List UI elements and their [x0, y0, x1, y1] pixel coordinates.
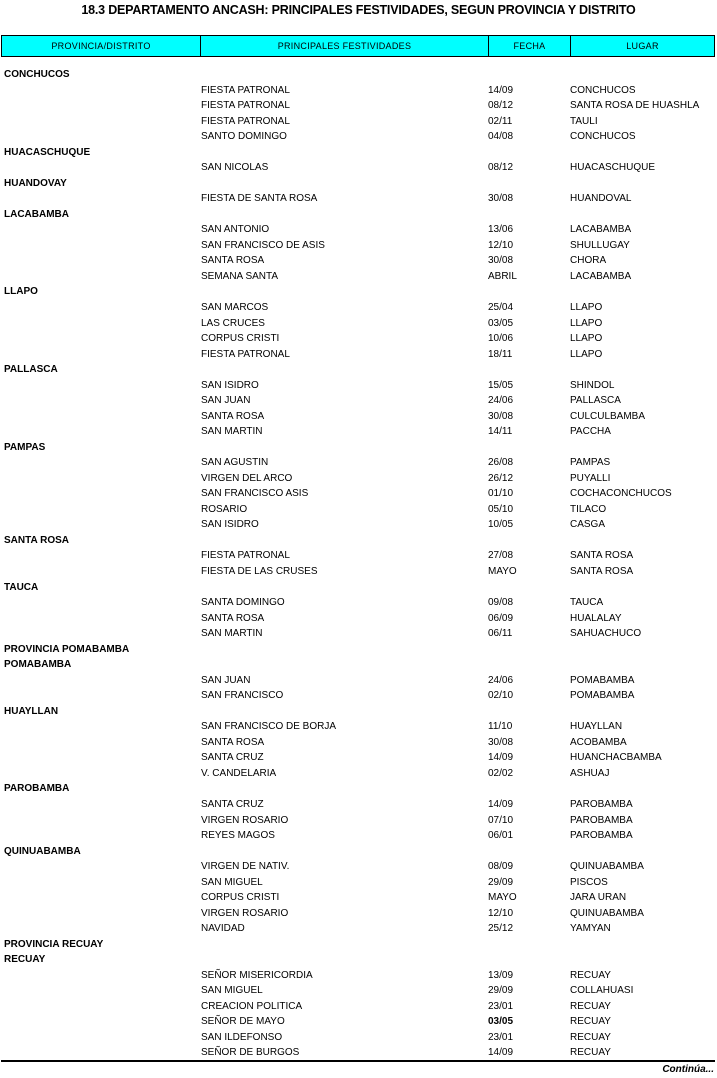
- table-row: [0, 876, 717, 892]
- lugar-cell: COLLAHUASI: [570, 985, 634, 997]
- festividad-cell: FIESTA PATRONAL: [201, 348, 290, 360]
- lugar-cell: PAROBAMBA: [570, 814, 633, 826]
- fecha-cell: 14/11: [488, 426, 513, 438]
- table-row: [0, 736, 717, 752]
- festividad-cell: SAN FRANCISCO DE ASIS: [201, 239, 325, 251]
- fecha-cell: 25/04: [488, 301, 514, 313]
- fecha-cell: 11/10: [488, 721, 513, 733]
- festividad-cell: SAN JUAN: [201, 395, 251, 407]
- group-row: [0, 581, 717, 597]
- group-row: [0, 177, 717, 193]
- lugar-cell: TILACO: [570, 503, 607, 515]
- table-row: [0, 829, 717, 845]
- fecha-cell: 25/12: [488, 923, 514, 935]
- festividad-cell: VIRGEN DEL ARCO: [201, 472, 293, 484]
- table-row: [0, 596, 717, 612]
- lugar-cell: CONCHUCOS: [570, 84, 636, 96]
- fecha-cell: 03/05: [488, 317, 514, 329]
- fecha-cell: 30/08: [488, 736, 514, 748]
- festividad-cell: FIESTA PATRONAL: [201, 550, 290, 562]
- fecha-cell: 13/06: [488, 224, 514, 236]
- lugar-cell: HUANCHACBAMBA: [570, 752, 662, 764]
- lugar-cell: TAUCA: [570, 597, 604, 609]
- table-row: [0, 472, 717, 488]
- festividad-cell: SEÑOR MISERICORDIA: [201, 969, 313, 981]
- lugar-cell: PUYALLI: [570, 472, 611, 484]
- festividad-cell: VIRGEN DE NATIV.: [201, 861, 290, 873]
- festividad-cell: ROSARIO: [201, 503, 248, 515]
- festividad-cell: SANTA ROSA: [201, 612, 265, 624]
- group-row: [0, 938, 717, 954]
- provincia-distrito: PROVINCIA POMABAMBA: [4, 643, 130, 655]
- lugar-cell: CONCHUCOS: [570, 131, 636, 143]
- provincia-distrito: HUACASCHUQUE: [4, 146, 91, 158]
- lugar-cell: SANTA ROSA: [570, 550, 634, 562]
- fecha-cell: 08/12: [488, 100, 514, 112]
- table-body: [0, 68, 717, 1062]
- table-row: [0, 317, 717, 333]
- festividad-cell: FIESTA DE SANTA ROSA: [201, 193, 318, 205]
- lugar-cell: RECUAY: [570, 969, 611, 981]
- festividad-cell: SEÑOR DE BURGOS: [201, 1047, 300, 1059]
- table-row: [0, 814, 717, 830]
- table-row: [0, 969, 717, 985]
- lugar-cell: SAHUACHUCO: [570, 628, 642, 640]
- fecha-cell: MAYO: [488, 892, 517, 904]
- festividad-cell: FIESTA PATRONAL: [201, 84, 290, 96]
- festividad-cell: SANTA CRUZ: [201, 752, 264, 764]
- table-row: [0, 984, 717, 1000]
- table-row: [0, 348, 717, 364]
- lugar-cell: PAROBAMBA: [570, 798, 633, 810]
- lugar-cell: LACABAMBA: [570, 270, 632, 282]
- fecha-cell: 06/09: [488, 612, 514, 624]
- table-row: [0, 99, 717, 115]
- lugar-cell: LACABAMBA: [570, 224, 632, 236]
- festividad-cell: FIESTA PATRONAL: [201, 115, 290, 127]
- group-row: [0, 845, 717, 861]
- table-row: [0, 161, 717, 177]
- festividad-cell: SAN FRANCISCO DE BORJA: [201, 721, 337, 733]
- provincia-distrito: SANTA ROSA: [4, 534, 69, 546]
- lugar-cell: QUINUABAMBA: [570, 861, 644, 873]
- table-row: [0, 612, 717, 628]
- header-provincia-distrito: PROVINCIA/DISTRITO: [51, 41, 151, 51]
- header-fecha: FECHA: [488, 36, 570, 56]
- fecha-cell: 01/10: [488, 488, 514, 500]
- festividad-cell: V. CANDELARIA: [201, 767, 277, 779]
- fecha-cell: 14/09: [488, 798, 514, 810]
- group-row: [0, 534, 717, 550]
- table-row: [0, 301, 717, 317]
- fecha-cell: 10/05: [488, 519, 514, 531]
- fecha-cell: 26/08: [488, 457, 514, 469]
- provincia-distrito: PAROBAMBA: [4, 783, 70, 795]
- festividad-cell: REYES MAGOS: [201, 830, 275, 842]
- fecha-cell: 12/10: [488, 907, 514, 919]
- festividad-cell: VIRGEN ROSARIO: [201, 814, 289, 826]
- provincia-distrito: LLAPO: [4, 286, 38, 298]
- fecha-cell: 02/02: [488, 767, 514, 779]
- fecha-cell: 06/01: [488, 830, 514, 842]
- group-row: [0, 68, 717, 84]
- fecha-cell: 04/08: [488, 131, 514, 143]
- lugar-cell: CHORA: [570, 255, 607, 267]
- festividad-cell: SAN MIGUEL: [201, 876, 263, 888]
- festividad-cell: FIESTA DE LAS CRUSES: [201, 566, 318, 577]
- festividad-cell: SAN MIGUEL: [201, 985, 263, 997]
- festividad-cell: SANTA DOMINGO: [201, 597, 285, 609]
- table-row: [0, 223, 717, 239]
- fecha-cell: 14/09: [488, 752, 514, 764]
- fecha-cell: 15/05: [488, 379, 514, 391]
- lugar-cell: LLAPO: [570, 317, 603, 329]
- table-row: [0, 549, 717, 565]
- festividad-cell: SAN ISIDRO: [201, 519, 259, 531]
- festividad-cell: SAN FRANCISCO ASIS: [201, 488, 309, 500]
- festividad-cell: SAN MARCOS: [201, 301, 269, 313]
- header-lugar: LUGAR: [570, 36, 714, 56]
- festividad-cell: CORPUS CRISTI: [201, 892, 280, 904]
- header-principales-festividades: PRINCIPALES FESTIVIDADES: [200, 36, 488, 56]
- table-row: [0, 767, 717, 783]
- fecha-cell: 24/06: [488, 674, 514, 686]
- lugar-cell: JARA URAN: [570, 892, 627, 904]
- fecha-cell: 30/08: [488, 255, 514, 267]
- festividad-cell: FIESTA PATRONAL: [201, 100, 290, 112]
- festividad-cell: CREACION POLITICA: [201, 1000, 303, 1012]
- fecha-cell: 30/08: [488, 193, 514, 205]
- lugar-cell: LLAPO: [570, 301, 603, 313]
- fecha-cell: MAYO: [488, 566, 517, 577]
- festividad-cell: SEÑOR DE MAYO: [201, 1016, 285, 1028]
- group-row: [0, 705, 717, 721]
- table-row: [0, 891, 717, 907]
- lugar-cell: SHULLUGAY: [570, 239, 630, 251]
- lugar-cell: COCHACONCHUCOS: [570, 488, 672, 500]
- fecha-cell: 29/09: [488, 876, 514, 888]
- table-row: [0, 720, 717, 736]
- festividad-cell: SAN FRANCISCO: [201, 690, 284, 702]
- fecha-cell: 10/06: [488, 333, 514, 345]
- festividad-cell: SEMANA SANTA: [201, 270, 279, 282]
- fecha-cell: 23/01: [488, 1000, 514, 1012]
- lugar-cell: CASGA: [570, 519, 606, 531]
- lugar-cell: SHINDOL: [570, 379, 615, 391]
- lugar-cell: PAMPAS: [570, 457, 611, 469]
- lugar-cell: LLAPO: [570, 333, 603, 345]
- table-row: [0, 860, 717, 876]
- fecha-cell: 29/09: [488, 985, 514, 997]
- table-row: [0, 922, 717, 938]
- table-row: [0, 907, 717, 923]
- festividad-cell: SAN ILDEFONSO: [201, 1031, 283, 1043]
- festividad-cell: SANTO DOMINGO: [201, 131, 287, 143]
- provincia-distrito: PALLASCA: [4, 364, 58, 376]
- group-row: [0, 643, 717, 659]
- fecha-cell: 18/11: [488, 348, 513, 360]
- lugar-cell: TAULI: [570, 115, 598, 127]
- table-row: [0, 456, 717, 472]
- table-row: [0, 751, 717, 767]
- fecha-cell: 08/12: [488, 162, 514, 174]
- lugar-cell: HUACASCHUQUE: [570, 162, 656, 174]
- festividad-cell: SAN NICOLAS: [201, 162, 269, 174]
- lugar-cell: PAROBAMBA: [570, 830, 633, 842]
- festividad-cell: LAS CRUCES: [201, 317, 265, 329]
- table-row: [0, 674, 717, 690]
- table-header: [1, 35, 715, 57]
- lugar-cell: HUANDOVAL: [570, 193, 632, 205]
- lugar-cell: RECUAY: [570, 1016, 611, 1028]
- bottom-rule: [1, 1060, 715, 1062]
- table-row: [0, 270, 717, 286]
- fecha-cell: 14/09: [488, 84, 514, 96]
- festividad-cell: SAN JUAN: [201, 674, 251, 686]
- table-row: [0, 239, 717, 255]
- lugar-cell: PALLASCA: [570, 395, 621, 407]
- table-row: [0, 487, 717, 503]
- lugar-cell: POMABAMBA: [570, 674, 635, 686]
- lugar-cell: HUAYLLAN: [570, 721, 623, 733]
- lugar-cell: RECUAY: [570, 1047, 611, 1059]
- table-row: [0, 115, 717, 131]
- festividad-cell: SAN MARTIN: [201, 426, 263, 438]
- table-row: [0, 425, 717, 441]
- festividad-cell: SANTA ROSA: [201, 255, 265, 267]
- fecha-cell: 02/11: [488, 115, 513, 127]
- festividad-cell: SANTA ROSA: [201, 736, 265, 748]
- fecha-cell: 12/10: [488, 239, 514, 251]
- group-row: [0, 285, 717, 301]
- fecha-cell: 06/11: [488, 628, 513, 640]
- provincia-distrito: HUAYLLAN: [4, 705, 59, 717]
- festividad-cell: SANTA CRUZ: [201, 798, 264, 810]
- provincia-distrito: RECUAY: [4, 954, 46, 966]
- fecha-cell: ABRIL: [488, 270, 517, 282]
- lugar-cell: SANTA ROSA DE HUASHLA: [570, 100, 700, 112]
- festividad-cell: NAVIDAD: [201, 923, 245, 935]
- fecha-cell: 26/12: [488, 472, 514, 484]
- lugar-cell: POMABAMBA: [570, 690, 635, 702]
- table-row: [0, 1000, 717, 1016]
- fecha-cell: 05/10: [488, 503, 514, 515]
- lugar-cell: ASHUAJ: [570, 767, 610, 779]
- festividad-cell: SAN MARTIN: [201, 628, 263, 640]
- fecha-cell: 27/08: [488, 550, 514, 562]
- festividad-cell: CORPUS CRISTI: [201, 333, 280, 345]
- provincia-distrito: PAMPAS: [4, 441, 46, 453]
- festividad-cell: SAN ANTONIO: [201, 224, 270, 236]
- fecha-cell: 30/08: [488, 410, 514, 422]
- fecha-cell: 13/09: [488, 969, 514, 981]
- table-row: [0, 254, 717, 270]
- fecha-cell: 03/05: [488, 1016, 514, 1028]
- table-row: [0, 192, 717, 208]
- table-row: [0, 379, 717, 395]
- festividad-cell: SAN ISIDRO: [201, 379, 259, 391]
- group-row: [0, 782, 717, 798]
- table-row: [0, 332, 717, 348]
- lugar-cell: HUALALAY: [570, 612, 622, 624]
- lugar-cell: SANTA ROSA: [570, 566, 634, 577]
- provincia-distrito: POMABAMBA: [4, 659, 72, 671]
- table-row: [0, 394, 717, 410]
- provincia-distrito: QUINUABAMBA: [4, 845, 81, 857]
- provincia-distrito: CONCHUCOS: [4, 69, 70, 80]
- page-title: 18.3 DEPARTAMENTO ANCASH: PRINCIPALES FESTIVIDADES, SEGUN PROVINCIA Y DISTRITO: [81, 3, 636, 17]
- provincia-distrito: HUANDOVAY: [4, 177, 67, 189]
- group-row: [0, 953, 717, 969]
- provincia-distrito: TAUCA: [4, 581, 39, 593]
- fecha-cell: 09/08: [488, 597, 514, 609]
- table-row: [0, 689, 717, 705]
- fecha-cell: 02/10: [488, 690, 514, 702]
- table-row: [0, 503, 717, 519]
- group-row: [0, 658, 717, 674]
- table-row: [0, 84, 717, 100]
- fecha-cell: 08/09: [488, 861, 514, 873]
- group-row: [0, 146, 717, 162]
- lugar-cell: ACOBAMBA: [570, 736, 627, 748]
- fecha-cell: 24/06: [488, 395, 514, 407]
- festividad-cell: VIRGEN ROSARIO: [201, 907, 289, 919]
- lugar-cell: LLAPO: [570, 348, 603, 360]
- fecha-cell: 23/01: [488, 1031, 514, 1043]
- group-row: [0, 208, 717, 224]
- lugar-cell: PISCOS: [570, 876, 608, 888]
- lugar-cell: RECUAY: [570, 1031, 611, 1043]
- table-row: [0, 798, 717, 814]
- lugar-cell: CULCULBAMBA: [570, 410, 646, 422]
- lugar-cell: PACCHA: [570, 426, 611, 438]
- table-row: [0, 518, 717, 534]
- group-row: [0, 363, 717, 379]
- table-row: [0, 1015, 717, 1031]
- festividad-cell: SANTA ROSA: [201, 410, 265, 422]
- table-row: [0, 1031, 717, 1047]
- group-row: [0, 441, 717, 457]
- lugar-cell: RECUAY: [570, 1000, 611, 1012]
- provincia-distrito: PROVINCIA RECUAY: [4, 938, 104, 950]
- table-row: [0, 565, 717, 581]
- fecha-cell: 14/09: [488, 1047, 514, 1059]
- fecha-cell: 07/10: [488, 814, 514, 826]
- festividad-cell: SAN AGUSTIN: [201, 457, 269, 469]
- lugar-cell: YAMYAN: [570, 923, 611, 935]
- table-row: [0, 627, 717, 643]
- table-row: [0, 410, 717, 426]
- provincia-distrito: LACABAMBA: [4, 208, 69, 220]
- continua-note: Continúa...: [662, 1064, 714, 1075]
- table-row: [0, 130, 717, 146]
- lugar-cell: QUINUABAMBA: [570, 907, 644, 919]
